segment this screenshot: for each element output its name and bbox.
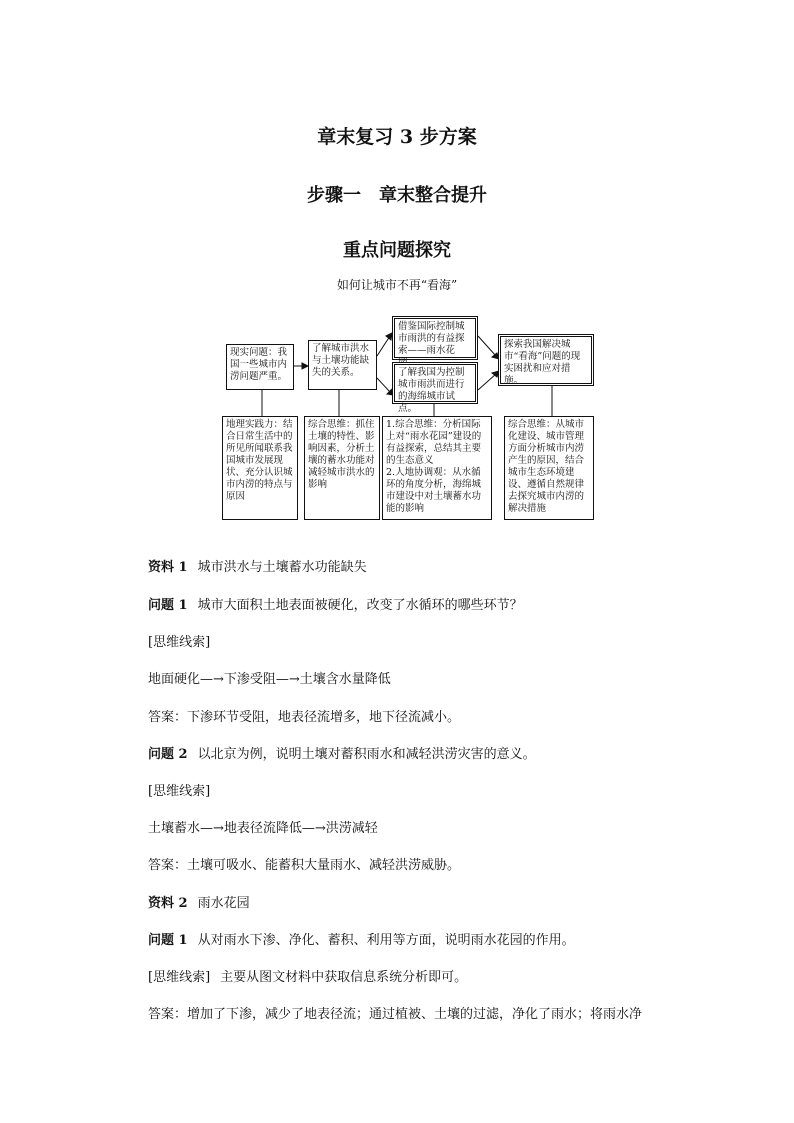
clue-2: [思维线索] — [148, 784, 211, 799]
material-1-label: 资料 1 — [148, 560, 188, 575]
international-learning-box: 借鉴国际控制城市雨洪的有益探索——雨水花 — [392, 316, 478, 360]
question-3-label: 问题 1 — [148, 933, 188, 948]
clue-1: [思维线索] — [148, 635, 211, 650]
material-1 — [148, 556, 367, 575]
section-heading: 重点问题探究 — [343, 240, 451, 261]
explore-measures-box: 探索我国解决城市“看海”问题的现实困扰和应对措施。 — [498, 334, 594, 386]
clue-3-label: [思维线索] — [148, 970, 211, 985]
synthesis-soil-box: 综合思维：抓住土壤的特性、影响因素，分析土壤的蓄水功能对减轻城市洪水的影响 — [304, 416, 380, 520]
question-1-label: 问题 1 — [148, 598, 188, 613]
clue-3 — [148, 966, 467, 985]
question-3 — [148, 929, 575, 948]
sponge-city-box: 了解我国为控制城市雨洪而进行的海绵城市试点。 — [392, 362, 478, 404]
question-3-text: 从对雨水下渗、净化、蓄积、利用等方面，说明雨水花园的作用。 — [197, 933, 575, 948]
clue-3-text: 主要从图文材料中获取信息系统分析即可。 — [220, 970, 468, 985]
question-1 — [148, 594, 523, 613]
question-1-text: 城市大面积土地表面被硬化，改变了水循环的哪些环节？ — [197, 598, 523, 613]
material-2-label: 资料 2 — [148, 896, 188, 911]
concept-diagram — [222, 316, 598, 522]
material-2-text: 雨水花园 — [197, 896, 250, 911]
chain-2: 土壤蓄水—→地表径流降低—→洪涝减轻 — [148, 821, 378, 836]
chain-1: 地面硬化—→下渗受阻—→土壤含水量降低 — [148, 672, 391, 687]
synthesis-rain-garden-box: 1.综合思维：分析国际上对“雨水花园”建设的有益探索，总结其主要的生态意义 2.人地协调观：从水循环的角度分析，海绵城市建设中对土壤蓄水功能的影响 — [382, 416, 492, 520]
synthesis-urban-box: 综合思维：从城市化建设、城市管理方面分析城市内涝产生的原因，结合城市生态环境建设、遵循自然规律去探究城市内涝的解决措施 — [504, 416, 594, 520]
question-2 — [148, 743, 536, 762]
question-2-label: 问题 2 — [148, 747, 188, 762]
understand-relation-box: 了解城市洪水与土壤功能缺失的关系。 — [308, 340, 377, 390]
question-2-text: 以北京为例，说明土壤对蓄积雨水和减轻洪涝灾害的意义。 — [197, 747, 536, 762]
diagram-title: 如何让城市不再“看海” — [336, 278, 458, 292]
material-1-text: 城市洪水与土壤蓄水功能缺失 — [197, 560, 367, 575]
answer-1: 答案：下渗环节受阻，地表径流增多，地下径流减小。 — [148, 710, 461, 725]
step-heading: 步骤一 章末整合提升 — [307, 185, 487, 206]
reality-problem-box: 现实问题：我国一些城市内涝问题严重。 — [226, 344, 294, 390]
page-title: 章末复习 3 步方案 — [317, 126, 477, 148]
answer-2: 答案：土壤可吸水、能蓄积大量雨水、减轻洪涝威胁。 — [148, 858, 461, 873]
answer-3: 答案：增加了下渗，减少了地表径流；通过植被、土壤的过滤，净化了雨水；将雨水净 — [148, 1007, 643, 1022]
geo-practice-box: 地理实践力：结合日常生活中的所见所闻联系我国城市发展现状、充分认识城市内涝的特点与原因 — [222, 416, 298, 520]
material-2 — [148, 892, 250, 911]
